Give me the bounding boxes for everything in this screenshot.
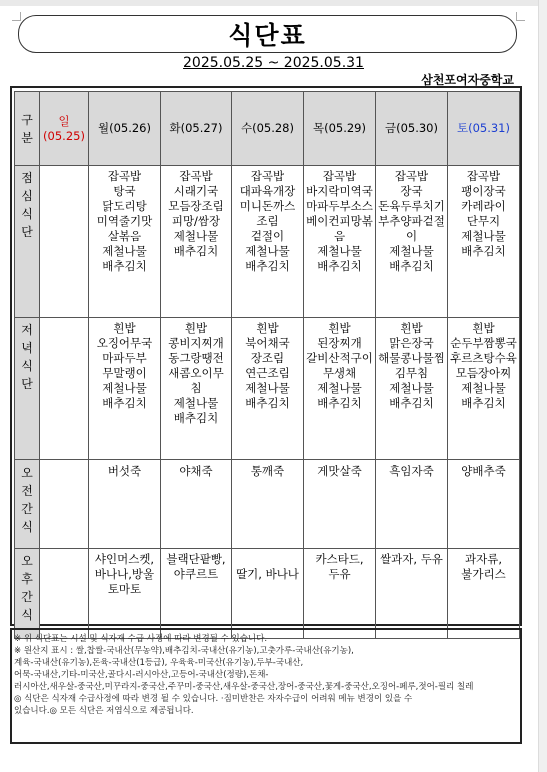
day-header [304,92,376,166]
menu-item: 딸기, 바나나 [236,567,299,581]
day-label: 금(05.30) [384,121,438,135]
menu-item: 게맛살죽 [317,464,362,478]
menu-period [0,55,547,71]
menu-item: 제철나물 [173,396,219,410]
header-label-cell [15,92,40,166]
day-label: 목(05.29) [312,121,366,135]
menu-item: 콩비지찌개 [168,336,224,350]
menu-item: 닭도리탕 [102,199,147,213]
menu-item: 부추양파겉절 [378,214,445,228]
menu-cell [304,318,376,460]
menu-item: 토마토 [107,582,142,596]
menu-item: 제철나물 [317,381,362,395]
menu-item: 제철나물 [389,381,434,395]
menu-item: 흰밥 [472,321,495,335]
menu-cell [40,460,89,549]
menu-cell [448,549,520,639]
day-label: 토(05.31) [456,121,510,135]
menu-item: 오징어무국 [96,336,153,350]
menu-cell [448,460,520,549]
menu-item: 무생채 [322,366,357,380]
row-label: 점심식단 [21,171,33,239]
menu-item: 동그랑땡전 [168,351,224,365]
menu-item: 탕국 [113,184,136,198]
menu-item: 블랙단팥빵, [166,552,226,566]
page-title: 식단표 [228,21,307,50]
row-label-cell [15,318,40,460]
menu-cell [448,166,520,318]
menu-item: 후르츠탕수육 [450,351,517,365]
menu-item: 배추김치 [317,396,362,410]
menu-item: 겉절이 [250,229,285,243]
menu-item: 흰밥 [400,321,423,335]
menu-item: 연근조림 [245,366,290,380]
menu-item: 베이컨피망볶 [306,214,373,228]
menu-item: 마파두부소스 [306,199,373,213]
note-line: 있습니다.◎ 모든 식단은 저염식으로 제공됩니다. [14,706,194,716]
menu-item: 흰밥 [256,321,279,335]
morning-snack-row [15,460,520,549]
menu-item: 버섯죽 [107,464,142,478]
menu-item: 새콤오이무 [168,366,224,380]
note-line: 어묵-국내산,기타-미국산,골다시-러시아산,고등어-국내산(정량),돈채- [14,670,269,680]
menu-item: 잡곡밥 [179,169,213,183]
day-label: 일(05.25) [43,113,85,143]
menu-item: 잡곡밥 [322,169,357,183]
menu-item [232,552,303,567]
menu-item: 바지락미역국 [306,184,373,198]
menu-item: 김무침 [394,366,429,380]
menu-cell [376,166,448,318]
menu-item: 두유 [328,567,351,581]
menu-cell [89,460,161,549]
menu-item: 배추김치 [389,396,434,410]
menu-cell [376,549,448,639]
row-label: 저녁식단 [21,323,33,391]
menu-item: 제철나물 [461,381,506,395]
menu-item: 불가리스 [461,567,506,581]
page-top-bar [0,0,547,6]
menu-item: 음 [333,229,346,243]
menu-item: 잡곡밥 [466,169,501,183]
note-line: ◎ 식단은 식자재 수급사정에 따라 변경 될 수 있습니다. ·짐미반찬은 자자수급이 어려워 메뉴 변경이 있을 수 [14,694,413,704]
menu-item: 모듬장조림 [168,199,224,213]
menu-item: 제철나물 [245,381,290,395]
note-line: ※ 위 식단표는 시설 및 식자재 수급 사정에 따라 변경될 수 있습니다. [14,634,268,644]
menu-table [14,91,520,639]
day-header [161,92,232,166]
day-label: 화(05.27) [169,121,223,135]
menu-item: 장국 [400,184,423,198]
day-header [376,92,448,166]
menu-item: 배추김치 [245,259,290,273]
menu-item: 살볶음 [107,229,142,243]
menu-cell [40,318,89,460]
menu-cell [232,318,304,460]
day-label: 월(05.26) [97,121,151,135]
menu-cell [376,460,448,549]
menu-cell [376,318,448,460]
menu-item: 대파육개장 [239,184,296,198]
menu-item: 제철나물 [245,244,290,258]
page-corner-mark-right [516,12,525,21]
menu-item: 흰밥 [184,321,208,335]
menu-cell [232,166,304,318]
menu-item: 된장찌개 [317,336,362,350]
dinner-row [15,318,520,460]
menu-cell [161,460,232,549]
day-header [40,92,89,166]
menu-cell [161,318,232,460]
menu-item: 배추김치 [317,259,362,273]
menu-cell [304,460,376,549]
menu-item: 배추김치 [461,244,506,258]
menu-item: 피망/쌈장 [171,214,221,228]
menu-item: 배추김치 [461,396,506,410]
menu-item: 무말랭이 [102,366,147,380]
menu-item: 배추김치 [389,259,434,273]
menu-item: 잡곡밥 [250,169,285,183]
menu-item: 돈육두루치기 [378,199,445,213]
menu-item: 흰밥 [113,321,136,335]
menu-cell [161,549,232,639]
menu-cell [448,318,520,460]
row-label: 오후간식 [21,554,33,622]
menu-item: 순두부짬뽕국 [450,336,517,350]
menu-cell [232,460,304,549]
menu-item: 샤인머스켓, [94,552,155,566]
menu-item: 제철나물 [102,381,147,395]
menu-cell [161,166,232,318]
menu-item: 쌀과자, 두유 [380,552,443,566]
menu-item: 제철나물 [389,244,434,258]
day-header [232,92,304,166]
day-header [89,92,161,166]
row-label-cell [15,460,40,549]
menu-item: 맑은장국 [389,336,434,350]
menu-item: 제철나물 [317,244,362,258]
menu-cell [89,549,161,639]
menu-item: 흑임자죽 [389,464,434,478]
menu-cell [89,166,161,318]
menu-cell [40,549,89,639]
page-corner-mark-left [12,12,21,21]
menu-item: 카레라이 [461,199,506,213]
title-box [18,15,517,53]
menu-item: 미역줄기맛 [96,214,153,228]
menu-cell [40,166,89,318]
menu-item: 배추김치 [173,411,219,425]
notes-section [14,633,519,717]
school-name: 삼천포여자중학교 [421,73,514,87]
menu-item: 흰밥 [328,321,351,335]
menu-item: 모듬장아찌 [455,366,512,380]
header-row [15,92,520,166]
menu-item: 미니돈까스 [239,199,296,213]
menu-item: 배추김치 [102,259,147,273]
menu-item: 잡곡밥 [394,169,429,183]
menu-item: 해물콩나물찜 [378,351,445,365]
menu-item: 잡곡밥 [107,169,142,183]
header-label: 구분 [21,112,33,145]
note-line: ※ 원산지 표시 : 쌀,찹쌀-국내산(무농약),배추김치-국내산(유기농),고춧가루-국내산(유기농), [14,646,354,656]
period-text: 2025.05.25 ~ 2025.05.31 [183,55,364,71]
vertical-scrollbar[interactable] [538,0,547,772]
note-line: 계육-국내산(유기농),돈육-국내산(1등급), 우육육-미국산(유기농),두부-국내산, [14,658,304,668]
lunch-row [15,166,520,318]
menu-item: 갈비산적구이 [306,351,373,365]
menu-item: 마파두부 [102,351,147,365]
menu-item: 이 [405,229,418,243]
menu-item: 제철나물 [461,229,506,243]
menu-cell [89,318,161,460]
menu-item: 바나나,방울 [94,567,155,581]
menu-item: 침 [190,381,202,395]
menu-item: 제철나물 [173,229,219,243]
menu-item: 배추김치 [173,244,219,258]
menu-item: 제철나물 [102,244,147,258]
menu-item: 야채죽 [179,464,213,478]
menu-item: 카스타드, [315,552,364,566]
day-header [448,92,520,166]
menu-item: 야쿠르트 [173,567,219,581]
menu-item: 북어채국 [245,336,290,350]
menu-item: 단무지 [466,214,501,228]
menu-item: 과자류, [465,552,502,566]
menu-item: 배추김치 [102,396,147,410]
menu-item: 팽이장국 [461,184,506,198]
menu-item: 조림 [256,214,279,228]
note-line: 러시아산,새우살-중국산,미꾸라지-중국산,주꾸미-중국산,새우살-중국산,장어-중국산,꽃게-중국산,오징어-페루,젓어-필리 칠레 [14,682,474,692]
menu-item: 양배추죽 [461,464,506,478]
row-label: 오전간식 [21,466,33,534]
afternoon-snack-row [15,549,520,639]
row-label-cell [15,166,40,318]
menu-item: 통깨죽 [250,464,285,478]
menu-item: 시래기국 [173,184,219,198]
menu-item: 장조림 [250,351,285,365]
menu-item: 배추김치 [245,396,290,410]
menu-cell [232,549,304,639]
menu-cell [304,166,376,318]
row-label-cell [15,549,40,639]
menu-cell [304,549,376,639]
day-label: 수(05.28) [240,121,294,135]
